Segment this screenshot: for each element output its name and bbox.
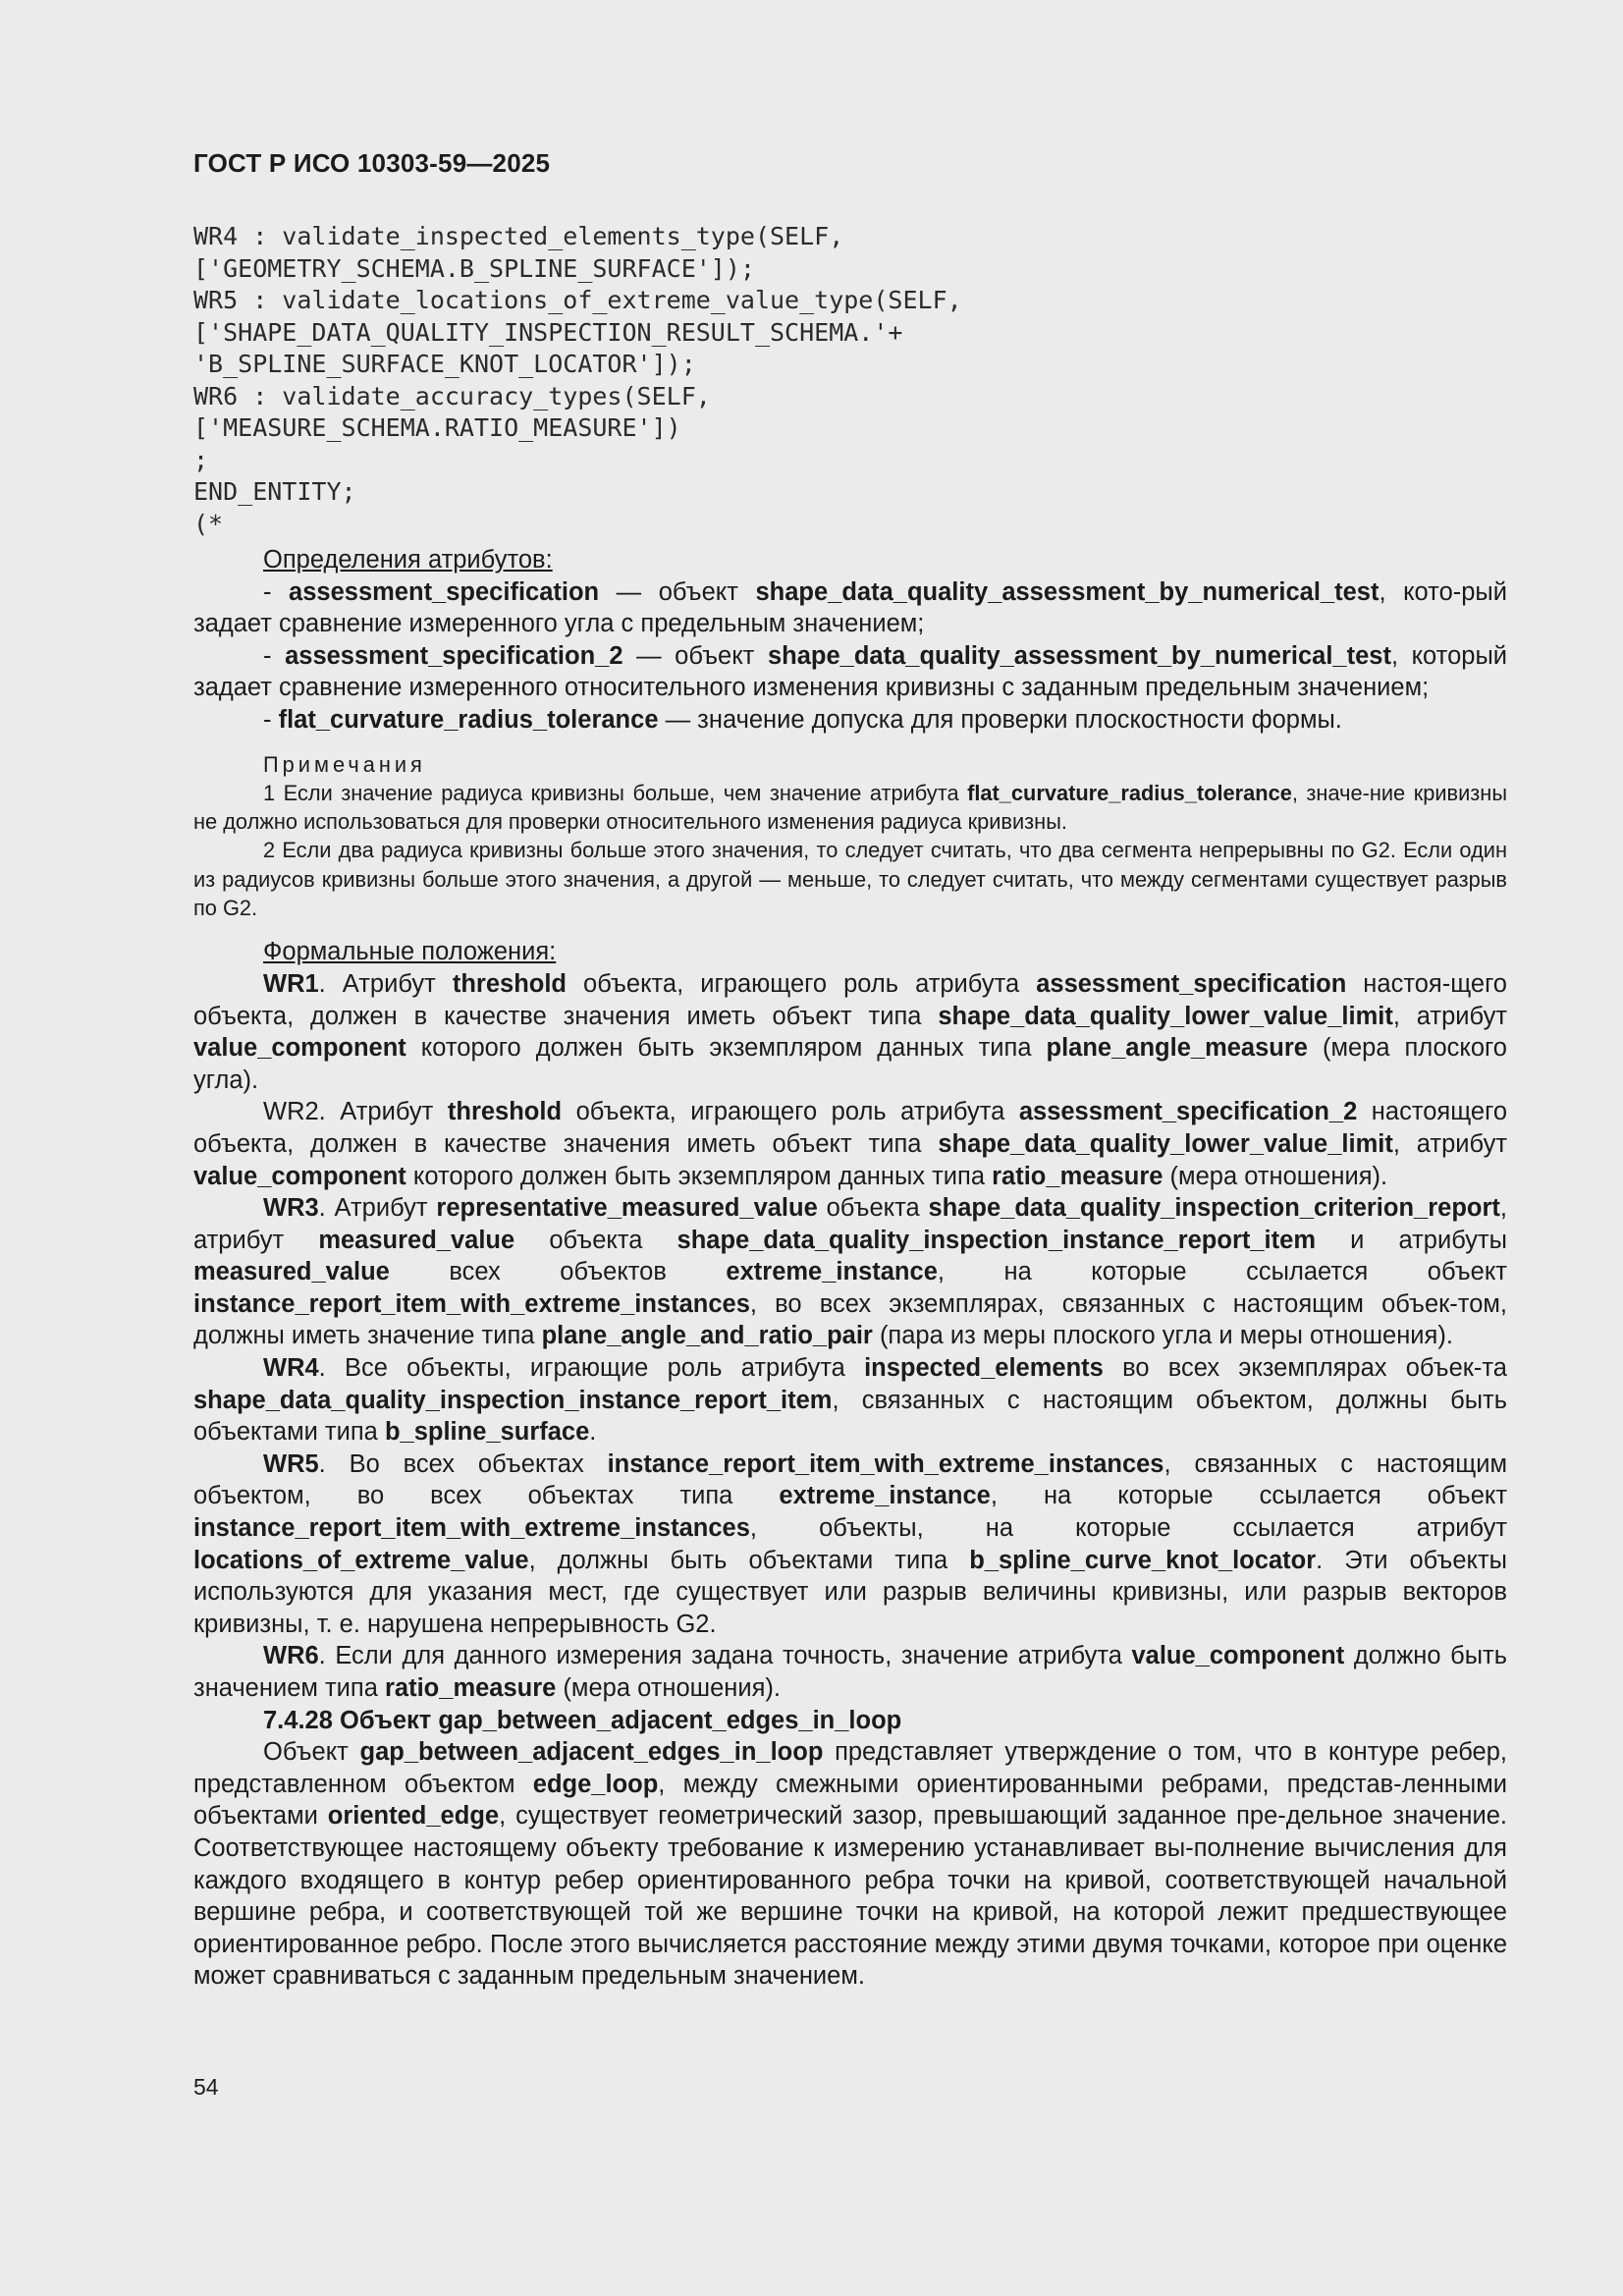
rule-wr1: WR1. Атрибут threshold объекта, играющего роль атрибута assessment_specification настоя-щего объекта, должен в качестве значения иметь объект типа shape_data_quality_lower_value_limit, атрибут value_component которого должен быть экземпляром данных типа plane_angle_measure (мера плоского угла). (193, 969, 1508, 1094)
notes-block (193, 750, 1507, 923)
rule-wr5: WR5. Во всех объектах instance_report_item_with_extreme_instances, связанных с настоящим объектом, во всех объектах типа extreme_instance, на которые ссылается объект instance_report_item_with_extreme_instances, объекты, на которые ссылается атрибут locations_of_extreme_value, должны быть объектами типа b_spline_curve_knot_locator. Эти объекты используются для указания мест, где существует или разрыв величины кривизны, или разрыв векторов кривизны, т. е. нарушена непрерывность G2. (193, 1449, 1507, 1638)
notes-heading: Примечания (263, 751, 426, 777)
section-paragraph: Объект gap_between_adjacent_edges_in_loop представляет утверждение о том, что в контуре ребер, представленном объектом edge_loop, между смежными ориентированными ребрами, представ-ленными объектами oriented_edge, существует геометрический зазор, превышающий заданное пре-дельное значение. Соответствующее настоящему объекту требование к измерению устанавливает вы-полнение вычисления для каждого входящего в контур ребер ориентированного ребра точки на кривой, соответствующей начальной вершине ребра, и соответствующей той же вершине точки на кривой, на которой лежит предшествующее ориентированное ребро. После этого вычисляется расстояние между этими двумя точками, которое при оценке может сравниваться с заданным предельным значением. (193, 1738, 1507, 1991)
formal-heading: Формальные положения: (263, 938, 557, 966)
page-header: ГОСТ Р ИСО 10303-59—2025 (193, 148, 551, 178)
code-line: 'B_SPLINE_SURFACE_KNOT_LOCATOR']); (193, 350, 696, 378)
code-line: ['MEASURE_SCHEMA.RATIO_MEASURE']) (193, 413, 681, 442)
code-line: ; (193, 445, 209, 474)
attribute-definition: - assessment_specification_2 — объект shape_data_quality_assessment_by_numerical_test, который задает сравнение измеренного относительного изменения кривизны с заданным предельным значением; (193, 641, 1508, 702)
code-line: WR5 : validate_locations_of_extreme_value_type(SELF, (193, 286, 962, 314)
page-number: 54 (193, 2074, 219, 2100)
rule-wr3: WR3. Атрибут representative_measured_value объекта shape_data_quality_inspection_criterion_report, атрибут measured_value объекта shape_data_quality_inspection_instance_report_item и атрибуты measured_value всех объектов extreme_instance, на которые ссылается объект instance_report_item_with_extreme_instances, во всех экземплярах, связанных с настоящим объек-том, должны иметь значение типа plane_angle_and_ratio_pair (пара из меры плоского угла и меры отношения). (193, 1194, 1507, 1350)
main-text (193, 544, 1507, 1993)
rule-wr4: WR4. Все объекты, играющие роль атрибута inspected_elements во всех экземплярах объек-та shape_data_quality_inspection_instance_report_item, связанных с настоящим объектом, должны быть объектами типа b_spline_surface. (193, 1354, 1507, 1447)
attributes-heading: Определения атрибутов: (263, 546, 553, 574)
rule-wr6: WR6. Если для данного измерения задана точность, значение атрибута value_component должно быть значением типа ratio_measure (мера отношения). (193, 1642, 1507, 1702)
code-line: ['GEOMETRY_SCHEMA.B_SPLINE_SURFACE']); (193, 253, 755, 283)
code-line: ['SHAPE_DATA_QUALITY_INSPECTION_RESULT_SCHEMA.'+ (193, 317, 903, 347)
attribute-definition: - flat_curvature_radius_tolerance — значение допуска для проверки плоскостности формы. (263, 705, 1342, 734)
note-item: 2 Если два радиуса кривизны больше этого значения, то следует считать, что два сегмента непрерывны по G2. Если один из радиусов кривизны больше этого значения, а другой — меньше, то следует считать, что между сегментами существует разрыв по G2. (193, 838, 1507, 921)
attribute-definition: - assessment_specification — объект shape_data_quality_assessment_by_numerical_test, кото-рый задает сравнение измеренного угла с предельным значением; (193, 577, 1507, 638)
rule-wr2: WR2. Атрибут threshold объекта, играющего роль атрибута assessment_specification_2 настоящего объекта, должен в качестве значения иметь объект типа shape_data_quality_lower_value_limit, атрибут value_component которого должен быть экземпляром данных типа ratio_measure (мера отношения). (193, 1098, 1508, 1190)
code-line: END_ENTITY; (193, 477, 356, 506)
section-title: 7.4.28 Объект gap_between_adjacent_edges_in_loop (263, 1706, 902, 1734)
code-line: WR4 : validate_inspected_elements_type(SELF, (193, 222, 844, 250)
code-line: WR6 : validate_accuracy_types(SELF, (193, 381, 711, 410)
code-line: (* (193, 509, 224, 538)
express-code-block (193, 221, 1509, 540)
note-item: 1 Если значение радиуса кривизны больше, чем значение атрибута flat_curvature_radius_tolerance, значе-ние кривизны не должно использоваться для проверки относительного изменения радиуса кривизны. (193, 780, 1507, 835)
